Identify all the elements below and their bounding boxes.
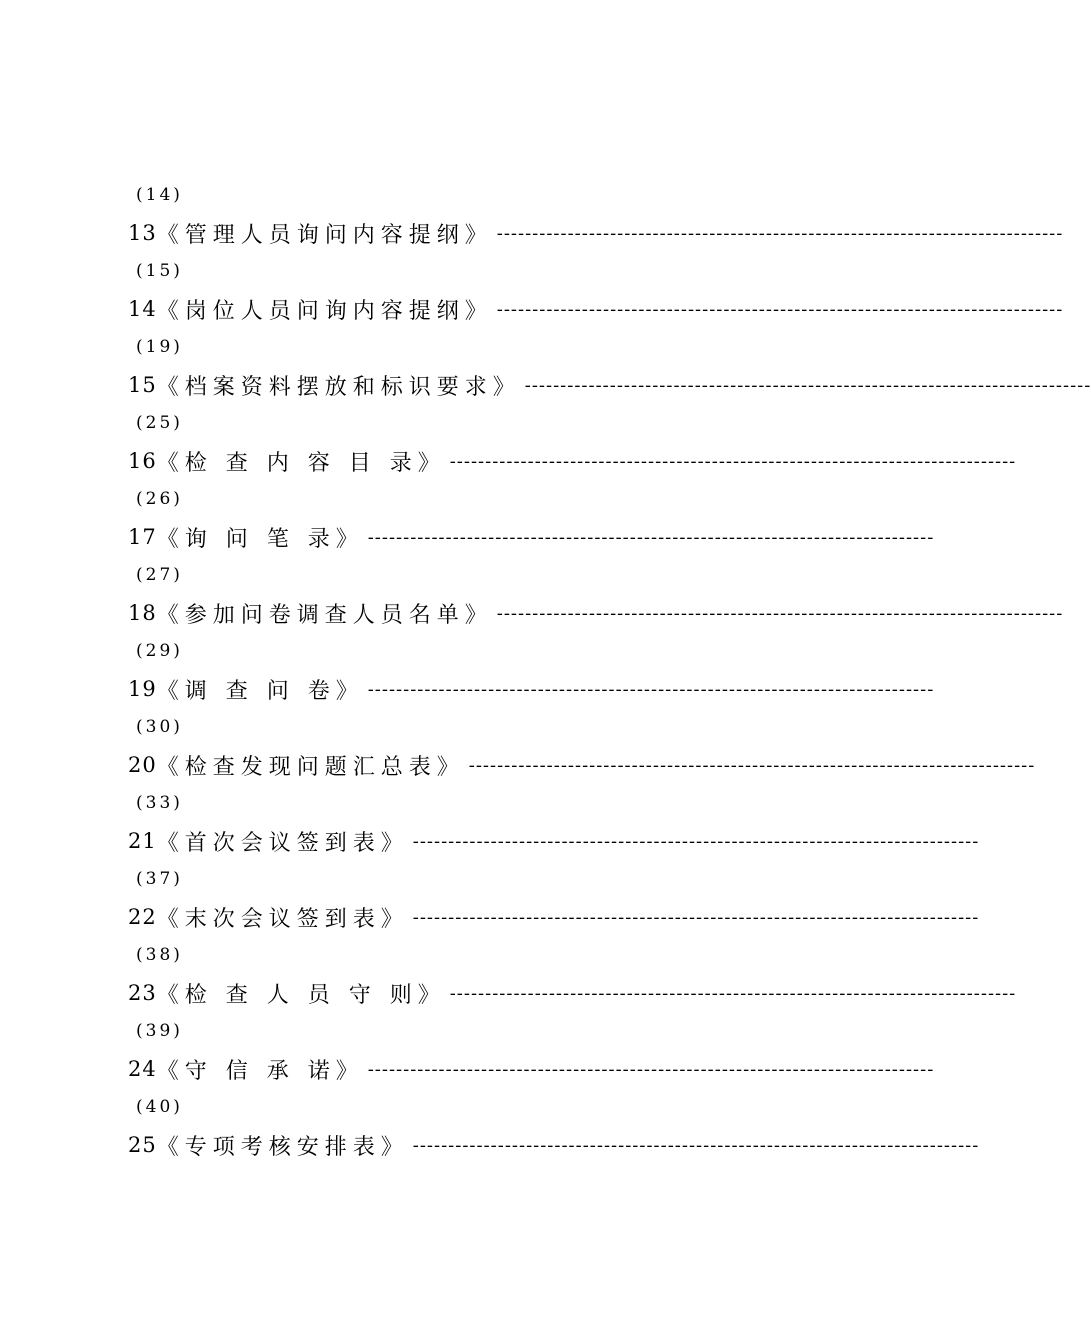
toc-entry-number: 22	[128, 905, 157, 929]
toc-page-ref: (14)	[136, 185, 183, 205]
toc-page-ref: (29)	[136, 641, 183, 661]
toc-entry-title: 《参加问卷调查人员名单》	[156, 602, 493, 628]
toc-entry	[128, 1049, 935, 1125]
toc-leader-dashes: --------------------------------------------------------------------------------	[412, 1134, 980, 1156]
toc-leader-dashes: --------------------------------------------------------------------------------	[496, 298, 1064, 320]
toc-page-ref: (27)	[136, 565, 183, 585]
toc-leader-dashes: --------------------------------------------------------------------------------	[449, 450, 1017, 472]
toc-entry-number: 15	[128, 373, 157, 397]
toc-entry-number: 20	[128, 753, 157, 777]
toc-entry-title: 《档案资料摆放和标识要求》	[156, 374, 521, 400]
toc-title-line	[128, 897, 980, 937]
toc-leader-dashes: --------------------------------------------------------------------------------	[367, 678, 935, 700]
toc-title-line	[128, 1049, 935, 1089]
toc-title-line	[128, 1125, 980, 1165]
toc-leader-dashes: --------------------------------------------------------------------------------	[412, 830, 980, 852]
toc-page-ref: (39)	[136, 1021, 183, 1041]
toc-entry-number: 21	[128, 829, 157, 853]
toc-entry-number: 19	[128, 677, 157, 701]
toc-entry	[128, 821, 980, 897]
toc-title-line	[128, 517, 935, 557]
toc-entry-title: 《询 问 笔 录》	[156, 526, 364, 552]
toc-title-line	[128, 669, 935, 709]
toc-leader-dashes: --------------------------------------------------------------------------------	[524, 374, 1091, 396]
toc-title-line	[128, 365, 1091, 405]
toc-entry-title: 《守 信 承 诺》	[156, 1058, 364, 1084]
toc-page-ref: (15)	[136, 261, 183, 281]
toc-title-line	[128, 821, 980, 861]
toc-title-line	[128, 745, 1036, 785]
toc-entry	[128, 289, 1064, 365]
toc-title-line	[128, 441, 1017, 481]
toc-entry	[128, 669, 935, 745]
toc-entry-title: 《首次会议签到表》	[156, 830, 409, 856]
toc-entry-number: 24	[128, 1057, 157, 1081]
toc-entry	[128, 745, 1036, 821]
toc-entry	[128, 213, 1064, 289]
toc-page-ref: (38)	[136, 945, 183, 965]
toc-leader-dashes: --------------------------------------------------------------------------------	[367, 1058, 935, 1080]
toc-title-line	[128, 213, 1064, 253]
toc-entry	[128, 897, 980, 973]
toc-entry	[128, 593, 1064, 669]
toc-entry-title: 《管理人员询问内容提纲》	[156, 222, 493, 248]
toc-leader-dashes: --------------------------------------------------------------------------------	[412, 906, 980, 928]
toc-entry	[128, 517, 935, 593]
toc-entry-title: 《调 查 问 卷》	[156, 678, 364, 704]
toc-entry	[128, 973, 1017, 1049]
toc-title-line	[128, 973, 1017, 1013]
toc-page-ref: (37)	[136, 869, 183, 889]
toc-entry-number: 18	[128, 601, 157, 625]
toc-entry-title: 《岗位人员问询内容提纲》	[156, 298, 493, 324]
toc-title-line	[128, 289, 1064, 329]
toc-leader-dashes: --------------------------------------------------------------------------------	[449, 982, 1017, 1004]
toc-leader-dashes: --------------------------------------------------------------------------------	[468, 754, 1036, 776]
toc-page-ref: (19)	[136, 337, 183, 357]
toc-page-ref: (33)	[136, 793, 183, 813]
toc-page-ref: (26)	[136, 489, 183, 509]
toc-entry-title: 《检查发现问题汇总表》	[156, 754, 465, 780]
toc-leader-dashes: --------------------------------------------------------------------------------	[367, 526, 935, 548]
toc-entry-title: 《检 查 人 员 守 则》	[156, 982, 446, 1008]
toc-page-ref: (40)	[136, 1097, 183, 1117]
toc-leader-dashes: --------------------------------------------------------------------------------	[496, 222, 1064, 244]
toc-entry-number: 13	[128, 221, 157, 245]
toc-entry-number: 17	[128, 525, 157, 549]
toc-page-ref: (30)	[136, 717, 183, 737]
toc-entry-title: 《专项考核安排表》	[156, 1134, 409, 1160]
toc-entry-title: 《末次会议签到表》	[156, 906, 409, 932]
toc-page-ref: (25)	[136, 413, 183, 433]
toc-entry	[128, 365, 1091, 441]
toc-entry-number: 14	[128, 297, 157, 321]
toc-leader-dashes: --------------------------------------------------------------------------------	[496, 602, 1064, 624]
table-of-contents	[128, 177, 1091, 1165]
toc-entry	[128, 1125, 980, 1165]
toc-entry-title: 《检 查 内 容 目 录》	[156, 450, 446, 476]
toc-entry-number: 25	[128, 1133, 157, 1157]
toc-entry-number: 16	[128, 449, 157, 473]
toc-entry-number: 23	[128, 981, 157, 1005]
toc-title-line	[128, 593, 1064, 633]
toc-entry	[128, 441, 1017, 517]
